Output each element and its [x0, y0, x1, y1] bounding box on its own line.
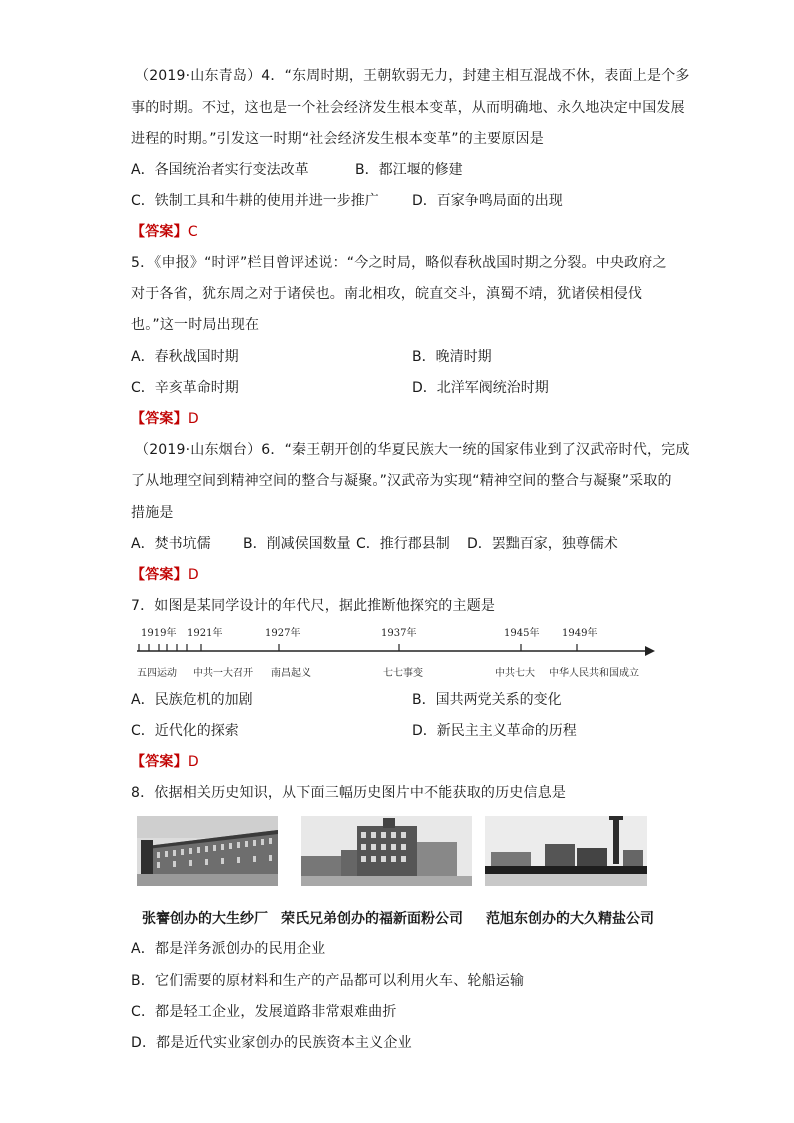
q4-answer	[131, 222, 198, 242]
q5-option-d: D．北洋军阀统治时期	[412, 380, 549, 396]
q4-stem-line-3: 进程的时期。”引发这一时期“社会经济发生根本变革”的主要原因是	[131, 131, 544, 147]
photo-textile-mill	[137, 816, 278, 886]
answer-value: D	[187, 411, 199, 427]
answer-value: D	[187, 567, 199, 583]
q8-option-b: B．它们需要的原材料和生产的产品都可以利用火车、轮船运输	[131, 973, 525, 989]
q7-option-d: D．新民主主义革命的历程	[412, 723, 577, 739]
timeline-event: 南昌起义	[271, 668, 311, 679]
q8-option-d: D．都是近代实业家创办的民族资本主义企业	[131, 1035, 412, 1051]
q7-option-c: C．近代化的探索	[131, 723, 239, 739]
timeline-year: 1927年	[265, 628, 301, 639]
caption-fuxin: 荣氏兄弟创办的福新面粉公司	[281, 911, 463, 927]
q6-option-a: A．焚书坑儒	[131, 536, 211, 552]
answer-label: 【答案】	[131, 754, 188, 770]
q8-option-c: C．都是轻工企业，发展道路非常艰难曲折	[131, 1004, 397, 1020]
q6-option-c: C．推行郡县制	[356, 536, 450, 552]
q4-option-b: B．都江堰的修建	[355, 162, 463, 178]
q4-option-c: C．铁制工具和牛耕的使用并进一步推广	[131, 193, 379, 209]
q4-stem-line-1: （2019·山东青岛）4．“东周时期，王朝软弱无力，封建主相互混战不休，表面上是个多	[135, 68, 690, 84]
timeline-year: 1937年	[381, 628, 417, 639]
photo-salt-factory	[485, 816, 647, 886]
q7-stem: 7．如图是某同学设计的年代尺，据此推断他探究的主题是	[131, 598, 496, 614]
q5-stem-line-1: 5．《申报》“时评”栏目曾评述说：“今之时局，略似春秋战国时期之分裂。中央政府之	[131, 255, 667, 271]
q5-answer	[131, 409, 199, 429]
q8-stem: 8．依据相关历史知识，从下面三幅历史图片中不能获取的历史信息是	[131, 785, 567, 801]
timeline-year: 1919年	[141, 628, 177, 639]
caption-jiuda: 范旭东创办的大久精盐公司	[486, 911, 654, 927]
caption-dasheng: 张謇创办的大生纱厂	[142, 911, 268, 927]
timeline-year: 1945年	[504, 628, 540, 639]
q7-option-a: A．民族危机的加剧	[131, 692, 253, 708]
q5-stem-line-2: 对于各省，犹东周之对于诸侯也。南北相攻，皖直交斗，滇蜀不靖，犹诸侯相侵伐	[131, 286, 643, 302]
q4-option-d: D．百家争鸣局面的出现	[412, 193, 563, 209]
q6-option-b: B．削减侯国数量	[243, 536, 351, 552]
timeline-ruler	[137, 622, 657, 682]
q4-option-a: A．各国统治者实行变法改革	[131, 162, 309, 178]
q5-option-b: B．晚清时期	[412, 349, 492, 365]
photo-flour-mill	[301, 816, 472, 886]
q7-option-b: B．国共两党关系的变化	[412, 692, 562, 708]
q5-option-c: C．辛亥革命时期	[131, 380, 239, 396]
q4-stem-line-2: 事的时期。不过，这也是一个社会经济发生根本变革，从而明确地、永久地决定中国发展	[131, 100, 685, 116]
answer-value: C	[187, 224, 198, 240]
answer-label: 【答案】	[131, 567, 188, 583]
q6-option-d: D．罢黜百家，独尊儒术	[467, 536, 618, 552]
timeline-event: 中共一大召开	[193, 668, 253, 679]
answer-label: 【答案】	[131, 224, 188, 240]
timeline-axis	[137, 638, 657, 662]
q5-option-a: A．春秋战国时期	[131, 349, 239, 365]
timeline-event: 中共七大	[495, 668, 535, 679]
q6-stem-line-3: 措施是	[131, 505, 174, 521]
q6-stem-line-1: （2019·山东烟台）6．“秦王朝开创的华夏民族大一统的国家伟业到了汉武帝时代，完成	[135, 442, 690, 458]
answer-label: 【答案】	[131, 411, 188, 427]
answer-value: D	[187, 754, 199, 770]
timeline-event: 七七事变	[383, 668, 423, 679]
q6-stem-line-2: 了从地理空间到精神空间的整合与凝聚。”汉武帝为实现“精神空间的整合与凝聚”采取的	[131, 473, 672, 489]
q8-option-a: A．都是洋务派创办的民用企业	[131, 941, 326, 957]
timeline-event: 中华人民共和国成立	[549, 668, 639, 679]
q6-answer	[131, 565, 199, 585]
q7-answer	[131, 752, 199, 772]
timeline-event: 五四运动	[137, 668, 177, 679]
timeline-year: 1949年	[562, 628, 598, 639]
q5-stem-line-3: 也。”这一时局出现在	[131, 317, 260, 333]
timeline-year: 1921年	[187, 628, 223, 639]
